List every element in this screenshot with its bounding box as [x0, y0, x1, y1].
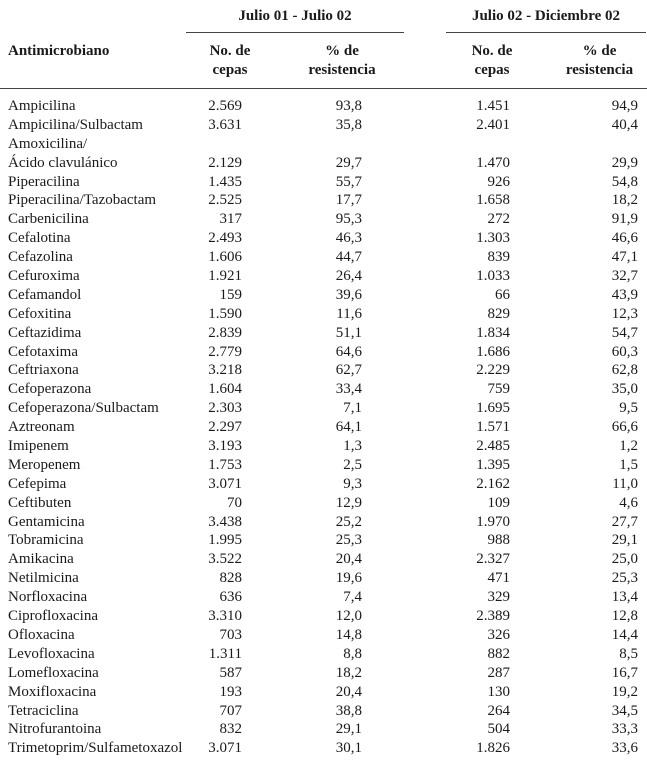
cepas-period-2: 2.389: [476, 608, 510, 625]
resistencia-period-1: 8,8: [343, 645, 362, 662]
cepas-period-1: 1.995: [208, 532, 242, 549]
drug-name: Amikacina: [8, 551, 74, 568]
resistencia-period-2: 12,8: [611, 608, 638, 625]
table-row: [0, 361, 647, 380]
resistencia-period-2: 25,3: [611, 570, 638, 587]
table-row: [0, 418, 647, 437]
resistencia-period-1: 19,6: [335, 570, 362, 587]
cepas-period-1: 2.129: [208, 154, 242, 171]
drug-name: Tobramicina: [8, 532, 84, 549]
table-row: [0, 135, 647, 173]
resistencia-period-1: 46,3: [335, 230, 362, 247]
cepas-period-1: 832: [219, 721, 242, 738]
cepas-period-2: 2.401: [476, 116, 510, 133]
cepas-period-1: 3.071: [208, 475, 242, 492]
table-row: [0, 229, 647, 248]
resistencia-period-1: 26,4: [335, 268, 362, 285]
cepas-period-2: 471: [487, 570, 510, 587]
cepas-period-2: 287: [487, 664, 510, 681]
cepas-period-2: 1.970: [476, 513, 510, 530]
cepas-period-1: 828: [219, 570, 242, 587]
column-header-resistencia-2: [552, 42, 647, 80]
resistencia-period-1: 95,3: [335, 211, 362, 228]
drug-name: Ciprofloxacina: [8, 608, 98, 625]
cepas-period-2: 1.571: [476, 419, 510, 436]
cepas-period-1: 703: [219, 626, 242, 643]
resistencia-period-2: 25,0: [611, 551, 638, 568]
cepas-period-2: 2.229: [476, 362, 510, 379]
resistencia-period-2: 1,2: [619, 438, 638, 455]
resistencia-period-2: 12,3: [611, 305, 638, 322]
resistencia-period-1: 25,3: [335, 532, 362, 549]
resistencia-period-1: 25,2: [335, 513, 362, 530]
drug-name: Ácido clavulánico: [8, 154, 118, 171]
table-row: [0, 532, 647, 551]
cepas-period-2: 1.826: [476, 740, 510, 757]
drug-name: Ceftriaxona: [8, 362, 79, 379]
drug-name: Ampicilina: [8, 97, 76, 114]
table-row: [0, 588, 647, 607]
drug-name: Ofloxacina: [8, 626, 75, 643]
resistencia-period-2: 19,2: [611, 683, 638, 700]
cepas-period-1: 317: [219, 211, 242, 228]
cepas-period-1: 636: [219, 589, 242, 606]
cepas-period-2: 1.658: [476, 192, 510, 209]
table-row: [0, 399, 647, 418]
cepas-period-1: 3.218: [208, 362, 242, 379]
table-row: [0, 210, 647, 229]
cepas-period-1: 2.525: [208, 192, 242, 209]
drug-name: Trimetoprim/Sulfametoxazol: [8, 740, 183, 757]
drug-name: Piperacilina: [8, 173, 80, 190]
header-rule: [0, 88, 647, 89]
table-row: [0, 97, 647, 116]
resistencia-period-1: 12,0: [335, 608, 362, 625]
table-row: [0, 437, 647, 456]
table-row: [0, 702, 647, 721]
header-cepas-line2: cepas: [474, 62, 510, 78]
resistencia-period-1: 64,1: [335, 419, 362, 436]
table-row: [0, 305, 647, 324]
resistencia-period-2: 8,5: [619, 645, 638, 662]
column-header-cepas-1: [190, 42, 270, 80]
resistencia-period-2: 34,5: [611, 702, 638, 719]
resistencia-period-2: 9,5: [619, 400, 638, 417]
resistencia-period-2: 11,0: [612, 475, 638, 492]
resistencia-period-1: 35,8: [335, 116, 362, 133]
cepas-period-1: 70: [227, 494, 242, 511]
cepas-period-1: 3.071: [208, 740, 242, 757]
table-row: [0, 494, 647, 513]
resistencia-period-2: 14,4: [611, 626, 638, 643]
cepas-period-2: 329: [487, 589, 510, 606]
resistencia-period-2: 46,6: [611, 230, 638, 247]
drug-name: Cefoxitina: [8, 305, 72, 322]
resistencia-period-1: 18,2: [335, 664, 362, 681]
table-row: [0, 324, 647, 343]
drug-name: Moxifloxacina: [8, 683, 97, 700]
cepas-period-1: 3.631: [208, 116, 242, 133]
resistencia-period-2: 33,3: [611, 721, 638, 738]
drug-name: Cefazolina: [8, 249, 73, 266]
cepas-period-2: 829: [487, 305, 510, 322]
drug-name: Carbenicilina: [8, 211, 89, 228]
table-row: [0, 116, 647, 135]
header-res-line1: % de: [582, 43, 617, 59]
cepas-period-1: 1.753: [208, 456, 242, 473]
drug-name: Cefotaxima: [8, 343, 78, 360]
cepas-period-1: 1.921: [208, 268, 242, 285]
resistencia-period-1: 44,7: [335, 249, 362, 266]
resistencia-period-2: 16,7: [611, 664, 638, 681]
cepas-period-2: 1.695: [476, 400, 510, 417]
group-header-period-2: Julio 02 - Diciembre 02: [471, 8, 621, 24]
header-res-line2: resistencia: [308, 62, 376, 78]
resistencia-period-1: 17,7: [335, 192, 362, 209]
table-body: [0, 97, 647, 758]
table-row: [0, 191, 647, 210]
table-row: [0, 456, 647, 475]
cepas-period-2: 504: [487, 721, 510, 738]
drug-name: Tetraciclina: [8, 702, 79, 719]
table-row: [0, 513, 647, 532]
resistencia-period-2: 18,2: [611, 192, 638, 209]
drug-name: Cefalotina: [8, 230, 71, 247]
header-cepas-line1: No. de: [209, 43, 251, 59]
cepas-period-1: 1.590: [208, 305, 242, 322]
cepas-period-1: 707: [219, 702, 242, 719]
cepas-period-1: 3.438: [208, 513, 242, 530]
drug-name: Ceftazidima: [8, 324, 82, 341]
resistencia-period-1: 20,4: [335, 683, 362, 700]
table-row: [0, 607, 647, 626]
resistencia-period-1: 29,1: [335, 721, 362, 738]
resistencia-period-1: 38,8: [335, 702, 362, 719]
cepas-period-2: 1.834: [476, 324, 510, 341]
drug-name: Aztreonam: [8, 419, 75, 436]
resistencia-period-2: 91,9: [611, 211, 638, 228]
resistencia-period-1: 12,9: [335, 494, 362, 511]
cepas-period-2: 2.162: [476, 475, 510, 492]
drug-name: Lomefloxacina: [8, 664, 99, 681]
cepas-period-1: 3.522: [208, 551, 242, 568]
resistencia-period-1: 20,4: [335, 551, 362, 568]
resistencia-period-2: 27,7: [611, 513, 638, 530]
drug-name: Levofloxacina: [8, 645, 95, 662]
header-cepas-line1: No. de: [471, 43, 513, 59]
cepas-period-2: 1.033: [476, 268, 510, 285]
table-row: [0, 380, 647, 399]
resistencia-period-1: 14,8: [335, 626, 362, 643]
resistencia-period-1: 29,7: [335, 154, 362, 171]
cepas-period-2: 264: [487, 702, 510, 719]
drug-name: Cefuroxima: [8, 268, 80, 285]
cepas-period-1: 2.569: [208, 97, 242, 114]
table-row: [0, 683, 647, 702]
cepas-period-2: 272: [487, 211, 510, 228]
resistencia-period-2: 54,8: [611, 173, 638, 190]
group-divider-1: [186, 32, 404, 33]
drug-name: Cefoperazona/Sulbactam: [8, 400, 159, 417]
resistencia-period-1: 30,1: [335, 740, 362, 757]
cepas-period-1: 587: [219, 664, 242, 681]
resistencia-period-2: 4,6: [619, 494, 638, 511]
resistencia-period-2: 29,1: [611, 532, 638, 549]
cepas-period-1: 2.839: [208, 324, 242, 341]
drug-name: Nitrofurantoina: [8, 721, 102, 738]
resistencia-period-1: 2,5: [343, 456, 362, 473]
resistencia-period-1: 51,1: [335, 324, 362, 341]
table-row: [0, 626, 647, 645]
resistencia-period-1: 64,6: [335, 343, 362, 360]
table-row: [0, 267, 647, 286]
resistencia-period-1: 1,3: [343, 438, 362, 455]
resistencia-period-1: 7,1: [343, 400, 362, 417]
cepas-period-1: 2.297: [208, 419, 242, 436]
cepas-period-2: 839: [487, 249, 510, 266]
resistencia-period-2: 13,4: [611, 589, 638, 606]
resistencia-period-1: 7,4: [343, 589, 362, 606]
header-res-line2: resistencia: [565, 62, 634, 78]
cepas-period-2: 130: [487, 683, 510, 700]
header-res-line1: % de: [325, 43, 359, 59]
resistencia-period-2: 33,6: [611, 740, 638, 757]
resistencia-period-1: 11,6: [336, 305, 362, 322]
table-row: [0, 664, 647, 683]
resistencia-period-2: 66,6: [611, 419, 638, 436]
resistencia-period-2: 29,9: [611, 154, 638, 171]
table-row: [0, 569, 647, 588]
cepas-period-2: 109: [487, 494, 510, 511]
resistencia-period-1: 93,8: [335, 97, 362, 114]
resistencia-period-2: 47,1: [611, 249, 638, 266]
drug-name: Piperacilina/Tazobactam: [8, 192, 157, 209]
cepas-period-2: 1.686: [476, 343, 510, 360]
cepas-period-2: 1.470: [476, 154, 510, 171]
cepas-period-2: 1.303: [476, 230, 510, 247]
header-cepas-line2: cepas: [212, 62, 248, 78]
column-header-antimicrobiano: Antimicrobiano: [8, 43, 110, 59]
resistencia-period-2: 43,9: [611, 286, 638, 303]
cepas-period-1: 1.311: [208, 645, 242, 662]
resistencia-period-2: 62,8: [611, 362, 638, 379]
cepas-period-1: 3.193: [208, 438, 242, 455]
cepas-period-2: 882: [487, 645, 510, 662]
cepas-period-2: 926: [487, 173, 510, 190]
resistencia-period-2: 94,9: [611, 97, 638, 114]
cepas-period-1: 2.493: [208, 230, 242, 247]
table-row: [0, 286, 647, 305]
table-row: [0, 550, 647, 569]
cepas-period-2: 988: [487, 532, 510, 549]
drug-name: Meropenem: [8, 456, 81, 473]
cepas-period-2: 66: [495, 286, 510, 303]
cepas-period-1: 193: [219, 683, 242, 700]
resistencia-period-1: 55,7: [335, 173, 362, 190]
resistencia-period-2: 1,5: [619, 456, 638, 473]
table-row: [0, 739, 647, 758]
cepas-period-2: 2.327: [476, 551, 510, 568]
table-row: [0, 475, 647, 494]
resistencia-period-1: 39,6: [335, 286, 362, 303]
drug-name: Gentamicina: [8, 513, 85, 530]
cepas-period-1: 2.303: [208, 400, 242, 417]
table-row: [0, 173, 647, 192]
resistencia-period-1: 62,7: [335, 362, 362, 379]
table-row: [0, 248, 647, 267]
cepas-period-2: 1.395: [476, 456, 510, 473]
group-header-period-1: Julio 01 - Julio 02: [238, 8, 352, 24]
table-row: [0, 343, 647, 362]
drug-name-line1: Amoxicilina/: [8, 135, 88, 152]
resistencia-period-1: 33,4: [335, 381, 362, 398]
resistencia-period-2: 35,0: [611, 381, 638, 398]
resistencia-period-2: 54,7: [611, 324, 638, 341]
cepas-period-1: 3.310: [208, 608, 242, 625]
column-header-resistencia-1: [292, 42, 392, 80]
resistencia-period-2: 32,7: [611, 268, 638, 285]
cepas-period-1: 1.604: [208, 381, 242, 398]
table-row: [0, 720, 647, 739]
cepas-period-1: 1.435: [208, 173, 242, 190]
drug-name: Imipenem: [8, 438, 69, 455]
drug-name: Ceftibuten: [8, 494, 72, 511]
cepas-period-2: 1.451: [476, 97, 510, 114]
drug-name: Norfloxacina: [8, 589, 88, 606]
group-divider-2: [446, 32, 646, 33]
cepas-period-2: 759: [487, 381, 510, 398]
drug-name: Cefamandol: [8, 286, 82, 303]
drug-name: Ampicilina/Sulbactam: [8, 116, 143, 133]
cepas-period-1: 2.779: [208, 343, 242, 360]
drug-name: Cefoperazona: [8, 381, 92, 398]
column-header-cepas-2: [452, 42, 532, 80]
resistencia-period-1: 9,3: [343, 475, 362, 492]
drug-name: Netilmicina: [8, 570, 79, 587]
drug-name: Cefepima: [8, 475, 67, 492]
resistencia-period-2: 60,3: [611, 343, 638, 360]
cepas-period-2: 2.485: [476, 438, 510, 455]
cepas-period-2: 326: [487, 626, 510, 643]
cepas-period-1: 1.606: [208, 249, 242, 266]
table-row: [0, 645, 647, 664]
resistencia-period-2: 40,4: [611, 116, 638, 133]
cepas-period-1: 159: [219, 286, 242, 303]
